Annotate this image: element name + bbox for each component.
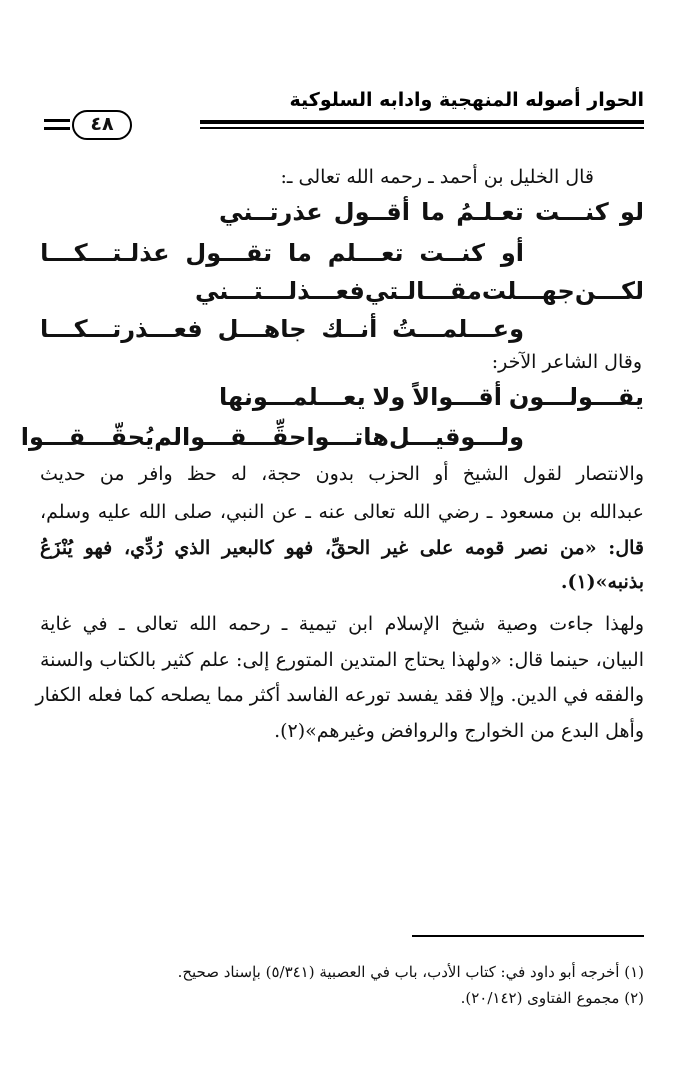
- verse-word: عذلـتـــكـــا: [40, 239, 170, 267]
- verse-word: جهـــلت: [481, 277, 575, 305]
- verse-word: قيـــل: [388, 423, 461, 451]
- verse-word: تعـــلم: [327, 239, 404, 267]
- verse-word: مقـــالـتي: [364, 277, 482, 305]
- poem1-verse-4: [40, 312, 524, 346]
- footnote-1: (١) أخرجه أبو داود في: كتاب الأدب، باب في العصبية (٥/٣٤١) بإسناد صحيح.: [177, 963, 644, 981]
- verse-word: ما: [421, 198, 446, 226]
- verse-word: وعـــلمـــتُ: [392, 315, 524, 343]
- poem1-verse-1: [219, 195, 644, 229]
- verse-word: ما: [288, 239, 312, 267]
- page-number-rule-top: [44, 119, 70, 122]
- verse-word: جاهـــل: [217, 315, 307, 343]
- paragraph-line: ولهذا جاءت وصية شيخ الإسلام ابن تيمية ـ رحمه الله تعالى ـ في غاية: [40, 613, 644, 635]
- poem1-verse-3: [194, 274, 644, 308]
- running-header-title: الحوار أصوله المنهجية وادابه السلوكية: [289, 89, 644, 111]
- poem2-verse-2: [20, 420, 524, 454]
- verse-word: فعـــذلـــتـــني: [194, 277, 365, 305]
- header-rule-thick: [200, 120, 644, 124]
- poem2-intro: وقال الشاعر الآخر:: [491, 351, 642, 373]
- header-rule-thin: [200, 127, 644, 129]
- verse-word: فعـــذرتـــكـــا: [40, 315, 203, 343]
- verse-word: عذرتــني: [219, 198, 323, 226]
- verse-word: أنــك: [321, 315, 378, 343]
- paragraph-line: والانتصار لقول الشيخ أو الحزب بدون حجة، له حظ وافر من حديث: [40, 463, 644, 485]
- verse-word: هاتـــوا: [306, 423, 389, 451]
- verse-word: ولا: [372, 383, 406, 411]
- verse-word: يُحقّـــقـــوا: [20, 423, 155, 451]
- verse-word: أقـــوالاً: [412, 383, 502, 411]
- verse-word: كنــت: [419, 239, 485, 267]
- verse-word: لو: [619, 198, 644, 226]
- paragraph-line: وأهل البدع من الخوارج والروافض وغيرهم»(٢).: [274, 720, 644, 742]
- poem2-verse-1: [219, 380, 644, 414]
- paragraph-line: البيان، حينما قال: «ولهذا يحتاج المتدين المتورع إلى: علم كثير بالكتاب والسنة: [40, 649, 644, 671]
- verse-word: لم: [154, 423, 182, 451]
- paragraph-line: والفقه في الدين. وإلا فقد يفسد تورعه الفاسد أكثر مما يصلحه كما فعله الكفار: [35, 684, 644, 706]
- footnote-2: (٢) مجموع الفتاوى (٢٠/١٤٢).: [460, 989, 644, 1007]
- page-number-rule-bottom: [44, 127, 70, 130]
- verse-word: حقِّـــقـــوا: [181, 423, 307, 451]
- verse-word: يقـــولـــون: [508, 383, 644, 411]
- verse-word: أو: [500, 239, 524, 267]
- verse-word: تعـلـمُ: [456, 198, 524, 226]
- poem1-intro: قال الخليل بن أحمد ـ رحمه الله تعالى ـ:: [280, 166, 594, 188]
- poem1-verse-2: [40, 236, 524, 270]
- page-number: ٤٨: [72, 110, 132, 140]
- verse-word: أقــول: [333, 198, 410, 226]
- verse-word: لكـــن: [574, 277, 644, 305]
- paragraph-line: عبدالله بن مسعود ـ رضي الله تعالى عنه ـ عن النبي، صلى الله عليه وسلم،: [40, 501, 644, 523]
- paragraph-line: بذنبه»(١).: [560, 571, 644, 593]
- paragraph-line: قال: «من نصر قومه على غير الحقِّ، فهو كالبعير الذي رُدِّي، فهو يُنْزَعُ: [40, 537, 644, 559]
- footnote-separator: [412, 935, 644, 937]
- verse-word: ولـــو: [460, 423, 524, 451]
- verse-word: يعـــلمـــونها: [219, 383, 366, 411]
- verse-word: تقـــول: [185, 239, 273, 267]
- verse-word: كنـــت: [534, 198, 609, 226]
